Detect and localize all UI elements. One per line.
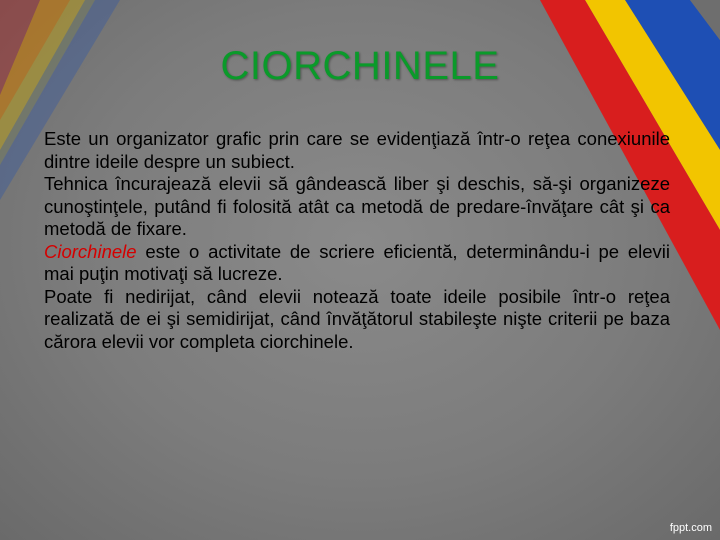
- paragraph-4: Poate fi nedirijat, când elevii notează toate ideile posibile într-o reţea realizată de ei şi semidirijat, când învăţătorul stabileşte nişte criterii pe baza cărora elevii vor completa ciorchinele.: [44, 285, 670, 352]
- slide-title: CIORCHINELE: [220, 44, 500, 88]
- slide-body: [44, 128, 670, 353]
- paragraph-1: Este un organizator grafic prin care se evidenţiază într-o reţea conexiunile dintre ideile despre un subiect.: [44, 128, 670, 172]
- paragraph-3-text: este o activitate de scriere eficientă, determinându-i pe elevii mai puţin motivaţi să lucreze.: [44, 240, 670, 284]
- paragraph-3: [44, 241, 670, 286]
- highlight-term: Ciorchinele: [44, 240, 137, 262]
- footer-credit: fppt.com: [669, 522, 712, 534]
- paragraph-2: Tehnica încurajează elevii să gândească liber şi deschis, să-şi organizeze cunoştinţele, putând fi folosită atât ca metodă de predare-învăţare cât şi ca metodă de fixare.: [44, 173, 670, 239]
